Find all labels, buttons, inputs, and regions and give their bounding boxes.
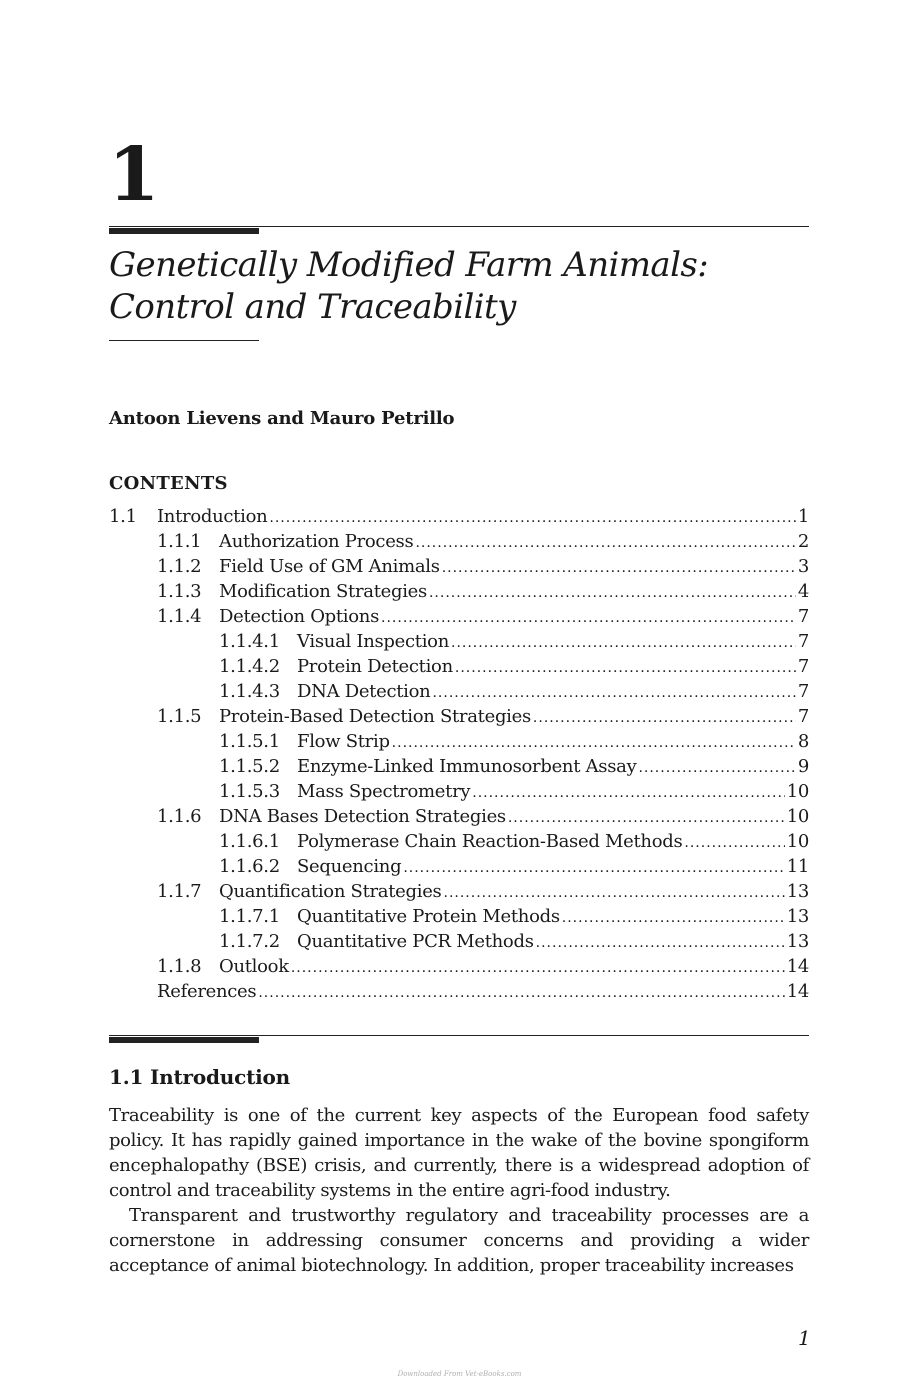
toc-entry-number: 1.1.5.1 [219, 731, 280, 752]
toc-dot-leader [403, 856, 784, 881]
toc-entry-page: 7 [797, 656, 809, 677]
table-of-contents [109, 504, 809, 1004]
toc-entry-number: 1.1.5.2 [219, 756, 280, 777]
toc-entry-title: References [157, 981, 257, 1002]
toc-entry-number: 1.1.4.3 [219, 681, 280, 702]
toc-entry-page: 13 [786, 931, 809, 952]
toc-entry-title: DNA Bases Detection Strategies [219, 806, 506, 827]
toc-entry-page: 10 [786, 781, 809, 802]
toc-entry[interactable] [109, 554, 809, 579]
toc-entry-title: Visual Inspection [297, 631, 449, 652]
toc-entry-number: 1.1.7 [157, 881, 202, 902]
toc-entry-title: DNA Detection [297, 681, 431, 702]
toc-entry-number: 1.1 [109, 506, 137, 527]
toc-entry-page: 8 [797, 731, 809, 752]
chapter-rule-thick [109, 228, 259, 234]
toc-dot-leader [291, 956, 785, 981]
toc-entry-title: Introduction [157, 506, 268, 527]
toc-entry-number: 1.1.6.1 [219, 831, 280, 852]
toc-entry-page: 7 [797, 606, 809, 627]
toc-entry-page: 14 [786, 956, 809, 977]
toc-entry-page: 9 [797, 756, 809, 777]
toc-entry[interactable] [109, 929, 809, 954]
toc-entry[interactable] [109, 629, 809, 654]
paragraph: Traceability is one of the current key aspects of the European food safety policy. It has rapidly gained importance in the wake of the bovine spongiform encephalopathy (BSE) crisis, and currently, there is a widespread adoption of control and traceability systems in the entire agri-food industry. [109, 1105, 809, 1201]
toc-entry[interactable] [109, 829, 809, 854]
toc-dot-leader [536, 931, 785, 956]
toc-entry-number: 1.1.3 [157, 581, 202, 602]
toc-entry-number: 1.1.8 [157, 956, 202, 977]
title-underline [109, 340, 259, 341]
toc-entry[interactable] [109, 654, 809, 679]
toc-entry-title: Modification Strategies [219, 581, 427, 602]
page-number: 1 [798, 1326, 811, 1350]
toc-entry-number: 1.1.4.2 [219, 656, 280, 677]
toc-entry-title: Field Use of GM Animals [219, 556, 440, 577]
toc-dot-leader [392, 731, 796, 756]
chapter-title-line1: Genetically Modified Farm Animals: [109, 245, 709, 285]
authors: Antoon Lievens and Mauro Petrillo [109, 408, 455, 429]
toc-entry-page: 13 [786, 906, 809, 927]
toc-entry-title: Authorization Process [219, 531, 414, 552]
toc-entry[interactable] [109, 604, 809, 629]
section-rule-thick [109, 1037, 259, 1043]
toc-entry-page: 7 [797, 681, 809, 702]
toc-entry-number: 1.1.1 [157, 531, 202, 552]
toc-dot-leader [684, 831, 784, 856]
toc-entry-number: 1.1.5.3 [219, 781, 280, 802]
toc-entry-title: Protein Detection [297, 656, 453, 677]
toc-entry-title: Enzyme-Linked Immunosorbent Assay [297, 756, 637, 777]
body-text [109, 1103, 809, 1278]
chapter-number: 1 [108, 132, 158, 218]
toc-entry[interactable] [109, 579, 809, 604]
toc-entry-page: 14 [786, 981, 809, 1002]
paragraph: Transparent and trustworthy regulatory and traceability processes are a cornerstone in addressing consumer concerns and providing a wider acceptance of animal biotechnology. In addition, proper traceability increases [109, 1205, 809, 1276]
toc-dot-leader [415, 531, 795, 556]
toc-entry[interactable] [109, 979, 809, 1004]
toc-entry[interactable] [109, 754, 809, 779]
toc-entry[interactable] [109, 529, 809, 554]
toc-entry-title: Quantitative PCR Methods [297, 931, 534, 952]
chapter-title-line2: Control and Traceability [109, 287, 516, 327]
toc-entry-title: Polymerase Chain Reaction-Based Methods [297, 831, 683, 852]
chapter-rule-thin [109, 226, 809, 227]
toc-entry[interactable] [109, 854, 809, 879]
toc-dot-leader [533, 706, 796, 731]
toc-entry-page: 7 [797, 706, 809, 727]
toc-dot-leader [432, 681, 795, 706]
section-heading: 1.1 Introduction [109, 1065, 290, 1089]
toc-entry-title: Outlook [219, 956, 289, 977]
toc-dot-leader [258, 981, 784, 1006]
toc-entry-number: 1.1.4.1 [219, 631, 280, 652]
contents-heading: CONTENTS [109, 473, 228, 494]
toc-entry-number: 1.1.5 [157, 706, 202, 727]
toc-entry-title: Detection Options [219, 606, 380, 627]
toc-entry-title: Quantification Strategies [219, 881, 442, 902]
toc-entry-page: 7 [797, 631, 809, 652]
toc-entry-page: 4 [797, 581, 809, 602]
toc-entry-page: 3 [797, 556, 809, 577]
toc-entry-title: Protein-Based Detection Strategies [219, 706, 531, 727]
toc-entry[interactable] [109, 954, 809, 979]
toc-entry-number: 1.1.7.2 [219, 931, 280, 952]
section-rule-thin [109, 1035, 809, 1036]
toc-dot-leader [472, 781, 784, 806]
toc-dot-leader [562, 906, 785, 931]
toc-entry-title: Sequencing [297, 856, 402, 877]
toc-entry[interactable] [109, 704, 809, 729]
toc-dot-leader [442, 556, 796, 581]
toc-entry[interactable] [109, 729, 809, 754]
toc-entry[interactable] [109, 679, 809, 704]
toc-entry-title: Mass Spectrometry [297, 781, 471, 802]
toc-dot-leader [444, 881, 785, 906]
chapter-title [109, 244, 809, 328]
toc-entry-page: 2 [797, 531, 809, 552]
toc-entry[interactable] [109, 879, 809, 904]
toc-entry-number: 1.1.4 [157, 606, 202, 627]
toc-entry-page: 11 [786, 856, 809, 877]
toc-entry[interactable] [109, 904, 809, 929]
toc-entry-title: Quantitative Protein Methods [297, 906, 560, 927]
toc-dot-leader [508, 806, 785, 831]
watermark: Downloaded From Vet-eBooks.com [397, 1370, 522, 1378]
toc-dot-leader [638, 756, 795, 781]
toc-entry-page: 13 [786, 881, 809, 902]
toc-entry-page: 10 [786, 831, 809, 852]
toc-entry-number: 1.1.7.1 [219, 906, 280, 927]
toc-entry-page: 1 [797, 506, 809, 527]
toc-dot-leader [429, 581, 796, 606]
toc-entry-page: 10 [786, 806, 809, 827]
toc-entry-number: 1.1.6 [157, 806, 202, 827]
toc-entry[interactable] [109, 779, 809, 804]
toc-entry-number: 1.1.6.2 [219, 856, 280, 877]
toc-entry[interactable] [109, 504, 809, 529]
toc-entry-number: 1.1.2 [157, 556, 202, 577]
toc-entry[interactable] [109, 804, 809, 829]
toc-dot-leader [455, 656, 796, 681]
toc-dot-leader [451, 631, 796, 656]
toc-entry-title: Flow Strip [297, 731, 390, 752]
toc-dot-leader [269, 506, 795, 531]
toc-dot-leader [381, 606, 796, 631]
